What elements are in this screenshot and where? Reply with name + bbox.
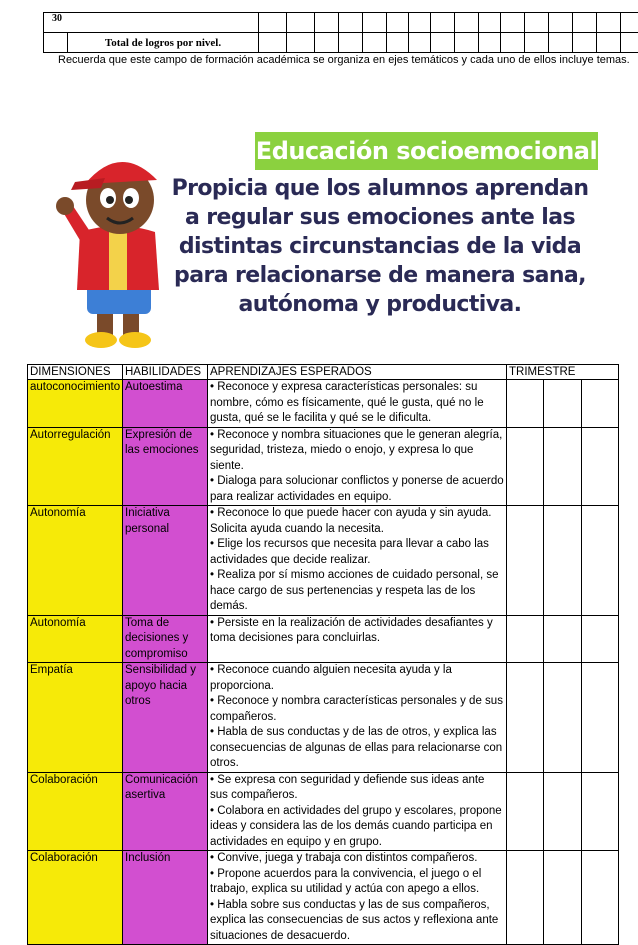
learning-item: • Reconoce cuando alguien necesita ayuda y la proporciona. [210,663,504,694]
socioemotional-banner [35,132,598,352]
header-learnings: APRENDIZAJES ESPERADOS [208,365,507,380]
header-dimensions: DIMENSIONES [28,365,123,380]
skill-cell: Expresión de las emociones [123,427,208,506]
header-trimester: TRIMESTRE [507,365,619,380]
trimester-cell-2[interactable] [544,380,582,428]
dimension-cell: Autonomía [28,615,123,663]
banner-line: Propicia que los alumnos aprendan [165,174,595,203]
dimension-cell: autoconocimiento [28,380,123,428]
learning-item: • Colabora en actividades del grupo y escolares, propone ideas y considera las de los demás cuando participa en actividades en equipo y en grupo. [210,804,504,851]
trimester-cell-2[interactable] [544,772,582,851]
dimension-cell: Colaboración [28,772,123,851]
table-row [28,615,619,663]
trimester-cell-1[interactable] [507,380,544,428]
learning-cell [208,506,507,616]
banner-title-bar [255,132,598,170]
learning-item: • Realiza por sí mismo acciones de cuidado personal, se hace cargo de sus pertenencias y respeta las de los demás. [210,568,504,615]
learning-cell [208,615,507,663]
learning-item: • Elige los recursos que necesita para llevar a cabo las actividades que decide realizar. [210,537,504,568]
trimester-cell-3[interactable] [582,615,619,663]
learning-cell [208,380,507,428]
trimester-cell-3[interactable] [582,772,619,851]
dimension-cell: Autonomía [28,506,123,616]
skill-cell: Sensibilidad y apoyo hacia otros [123,663,208,773]
dimension-cell: Autorregulación [28,427,123,506]
trimester-cell-3[interactable] [582,663,619,773]
trimester-cell-2[interactable] [544,851,582,945]
trimester-cell-3[interactable] [582,427,619,506]
trimester-cell-1[interactable] [507,663,544,773]
skill-cell: Iniciativa personal [123,506,208,616]
table-row [28,851,619,945]
banner-line: para relacionarse de manera sana, [165,261,595,290]
table-row [28,663,619,773]
skill-cell: Autoestima [123,380,208,428]
learning-item: • Persiste en la realización de actividades desafiantes y toma decisiones para concluirlas. [210,616,504,647]
learning-item: • Dialoga para solucionar conflictos y ponerse de acuerdo para realizar actividades en equipo. [210,474,504,505]
learning-item: • Se expresa con seguridad y defiende sus ideas ante sus compañeros. [210,773,504,804]
dimension-cell: Empatía [28,663,123,773]
learning-item: • Reconoce y nombra situaciones que le generan alegría, seguridad, tristeza, miedo o enojo, y expresa lo que siente. [210,428,504,475]
trimester-cell-1[interactable] [507,772,544,851]
banner-line: distintas circunstancias de la vida [165,232,595,261]
trimester-cell-3[interactable] [582,851,619,945]
skill-cell: Toma de decisiones y compromiso [123,615,208,663]
trimester-cell-2[interactable] [544,663,582,773]
trimester-cell-1[interactable] [507,615,544,663]
learning-cell [208,772,507,851]
trimester-cell-1[interactable] [507,506,544,616]
dimension-cell: Colaboración [28,851,123,945]
banner-line: autónoma y productiva. [165,290,595,319]
table-row [28,506,619,616]
trimester-cell-1[interactable] [507,851,544,945]
learning-cell [208,663,507,773]
table-row [28,380,619,428]
skill-cell: Inclusión [123,851,208,945]
trimester-cell-2[interactable] [544,506,582,616]
learning-item: • Reconoce y expresa características personales: su nombre, cómo es físicamente, qué le gusta, qué no le gusta, qué se le facilita y qué se le dificulta. [210,380,504,427]
learning-item: • Habla de sus conductas y de las de otros, y explica las consecuencias de algunas de ellas para relacionarse con otros. [210,725,504,772]
trimester-cell-3[interactable] [582,380,619,428]
learning-cell [208,851,507,945]
reminder-note: Recuerda que este campo de formación académica se organiza en ejes temáticos y cada uno de ellos incluye temas. [58,54,630,66]
table-row [28,427,619,506]
learning-item: • Reconoce y nombra características personales y de sus compañeros. [210,694,504,725]
learning-item: • Propone acuerdos para la convivencia, el juego o el trabajo, explica su utilidad y actúa con apego a ellos. [210,867,504,898]
trimester-cell-2[interactable] [544,615,582,663]
trimester-cell-1[interactable] [507,427,544,506]
grading-table [43,12,638,53]
banner-title: Educación socioemocional [255,132,598,170]
grading-total-row [44,33,638,53]
learning-item: • Habla sobre sus conductas y las de sus compañeros, explica las consecuencias de sus actos y reflexiona ante situaciones de desacuerdo. [210,898,504,945]
table-row [28,772,619,851]
banner-line: a regular sus emociones ante las [165,203,595,232]
banner-text [165,174,595,319]
total-label: Total de logros por nivel. [68,33,259,53]
skill-cell: Comunicación asertiva [123,772,208,851]
trimester-cell-3[interactable] [582,506,619,616]
grading-row-30 [44,13,638,33]
learning-item: • Reconoce lo que puede hacer con ayuda y sin ayuda. Solicita ayuda cuando la necesita. [210,506,504,537]
learning-cell [208,427,507,506]
row-number: 30 [44,13,259,33]
learning-table [27,364,619,945]
header-skills: HABILIDADES [123,365,208,380]
table-header-row [28,365,619,380]
trimester-cell-2[interactable] [544,427,582,506]
learning-item: • Convive, juega y trabaja con distintos compañeros. [210,851,504,867]
